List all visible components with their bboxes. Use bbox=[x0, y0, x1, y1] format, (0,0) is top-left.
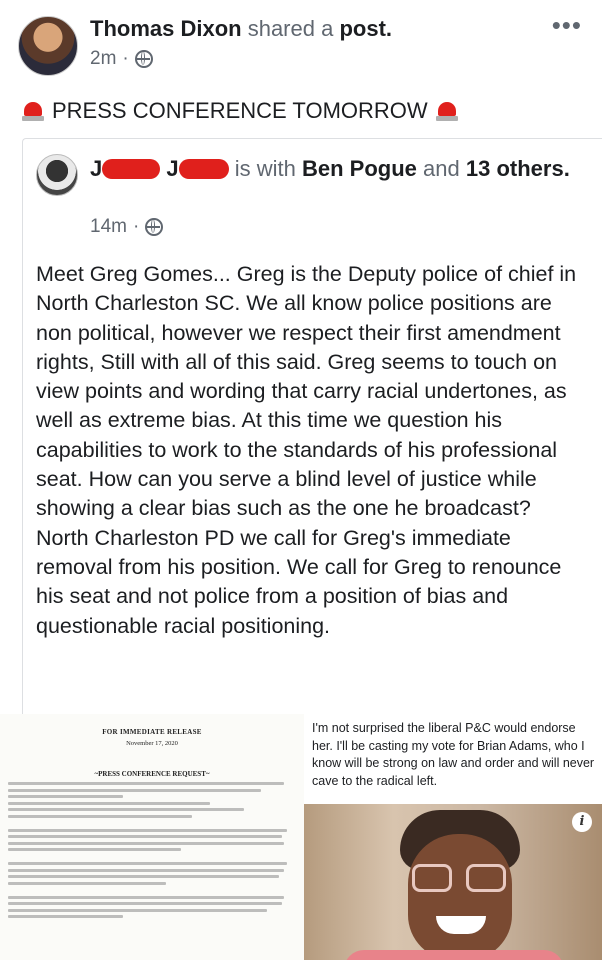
share-action: shared a bbox=[247, 16, 334, 41]
redaction-mark bbox=[102, 159, 160, 179]
shared-post-header bbox=[90, 154, 590, 184]
headline bbox=[22, 98, 458, 124]
release-label: FOR IMMEDIATE RELEASE bbox=[102, 728, 202, 736]
shared-author-avatar[interactable] bbox=[36, 154, 78, 196]
press-release-image[interactable] bbox=[0, 714, 304, 960]
avatar[interactable] bbox=[18, 16, 78, 76]
shared-timestamp[interactable]: 14m bbox=[90, 216, 127, 237]
request-label: ~PRESS CONFERENCE REQUEST~ bbox=[94, 770, 210, 778]
redaction-mark bbox=[179, 159, 229, 179]
quote-image[interactable] bbox=[304, 714, 602, 804]
document-body-lines bbox=[8, 782, 296, 922]
author-name[interactable]: Thomas Dixon bbox=[90, 16, 242, 41]
post-body: Meet Greg Gomes... Greg is the Deputy police of chief in North Charleston SC. We all know police positions are non political, however we respect their first amendment rights, Still with all of this said. Greg seems to touch on view points and wording that carry racial undertones, as well as extreme bias. At this time we question his capabilities to work to the standards of his professional seat. How can you serve a blind level of justice while showing a clear bias such as the one he broadcast? North Charleston PD we call for Greg's immediate removal from his position. We call for Greg to renounce his seat and not police from a position of bias and questionable racial positioning. bbox=[36, 262, 577, 638]
candidate-photo[interactable] bbox=[304, 804, 602, 960]
globe-icon bbox=[145, 218, 163, 236]
more-options-icon[interactable]: ••• bbox=[551, 10, 582, 40]
police-siren-icon bbox=[22, 100, 44, 122]
info-icon[interactable]: i bbox=[572, 812, 592, 832]
shared-author-first[interactable]: J bbox=[90, 156, 103, 181]
post-meta: 2m · bbox=[90, 48, 153, 70]
tagged-person-link[interactable]: Ben Pogue bbox=[302, 156, 417, 181]
police-siren-icon bbox=[436, 100, 458, 122]
shared-author-last[interactable]: J bbox=[166, 156, 179, 181]
and-text: and bbox=[423, 156, 460, 181]
shared-post-meta: 14m · bbox=[90, 216, 163, 238]
headline-text: PRESS CONFERENCE TOMORROW bbox=[52, 98, 428, 123]
quote-text: I'm not surprised the liberal P&C would endorse her. I'll be casting my vote for Brian Adams, who I know will be strong on law and order and will never cave to the radical left. bbox=[312, 721, 595, 788]
shared-object-link[interactable]: post bbox=[339, 16, 386, 41]
globe-icon bbox=[135, 50, 153, 68]
release-date: November 17, 2020 bbox=[126, 740, 178, 747]
tagged-others-link[interactable]: 13 others. bbox=[465, 156, 570, 181]
post-header: Thomas Dixon shared a post. bbox=[90, 16, 393, 41]
timestamp[interactable]: 2m bbox=[90, 48, 117, 69]
with-text: is with bbox=[234, 156, 296, 181]
